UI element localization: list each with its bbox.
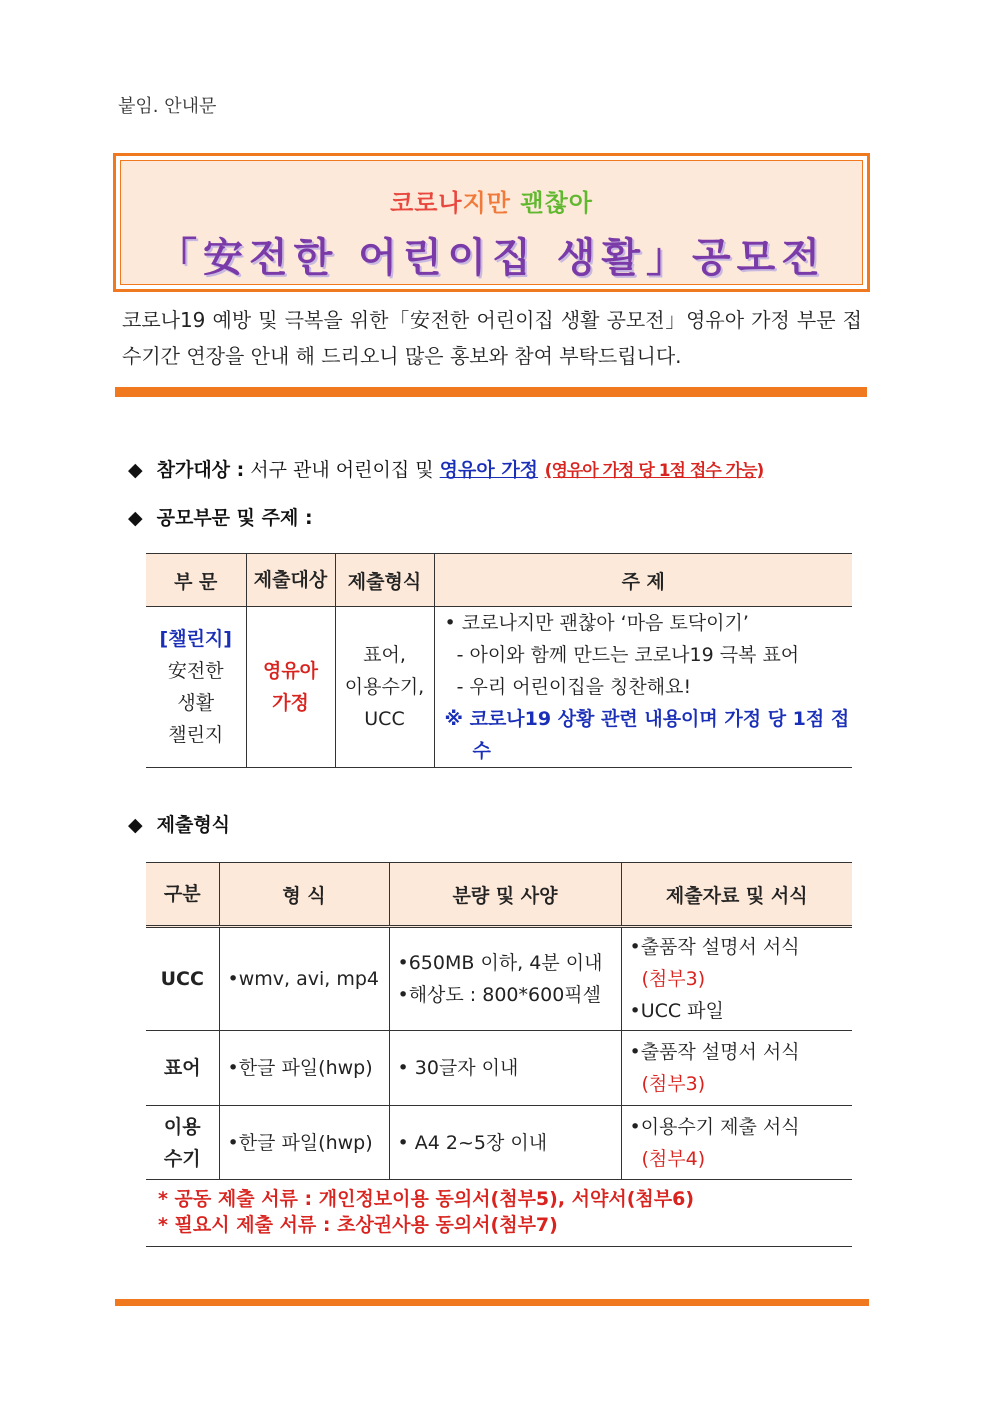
topics-heading-text: 공모부문 및 주제 : bbox=[156, 507, 313, 529]
row-spec bbox=[389, 927, 621, 1031]
format-table-header bbox=[146, 863, 852, 927]
topic-line: - 아이와 함께 만드는 코로나19 극복 표어 bbox=[444, 644, 800, 666]
row-category: 이용수기 bbox=[146, 1106, 219, 1180]
format-line: 표어, bbox=[363, 644, 406, 666]
docs-line: •출품작 설명서 서식 bbox=[629, 1041, 800, 1063]
divider-bar-bottom bbox=[115, 1299, 869, 1306]
spec-line: •해상도 : 800*600픽셀 bbox=[397, 984, 601, 1006]
format-heading bbox=[128, 810, 230, 837]
row-format: •한글 파일(hwp) bbox=[219, 1031, 389, 1106]
footnote-line: * 필요시 제출 서류 : 초상권사용 동의서(첨부7) bbox=[158, 1214, 558, 1236]
header-docs: 제출자료 및 서식 bbox=[621, 863, 852, 927]
row-format: •한글 파일(hwp) bbox=[219, 1106, 389, 1180]
participants-label: 참가대상 : bbox=[156, 459, 245, 481]
topic-table bbox=[146, 553, 852, 768]
table-row bbox=[146, 1106, 852, 1180]
header-format: 제출형식 bbox=[335, 554, 434, 607]
topic-cell bbox=[434, 607, 852, 768]
divider-bar-top bbox=[115, 387, 867, 397]
target-cell bbox=[246, 607, 335, 768]
subtitle-part-c: 괜찮아 bbox=[520, 189, 593, 217]
banner-title: 「安전한 어린이집 생활」공모전 bbox=[157, 235, 826, 281]
footnote-line: * 공동 제출 서류 : 개인정보이용 동의서(첨부5), 서약서(첨부6) bbox=[158, 1188, 695, 1210]
header-topic: 주 제 bbox=[434, 554, 852, 607]
participants-text: 서구 관내 어린이집 및 bbox=[244, 459, 440, 481]
row-format: •wmv, avi, mp4 bbox=[219, 927, 389, 1031]
header-division: 구분 bbox=[146, 863, 219, 927]
footnote-row bbox=[146, 1180, 852, 1247]
table-row bbox=[146, 1031, 852, 1106]
format-line: UCC bbox=[364, 708, 405, 730]
category-line: 생활 bbox=[177, 692, 215, 714]
category-line: 챌린지 bbox=[168, 724, 224, 746]
header-target: 제출대상 bbox=[246, 554, 335, 607]
diamond-bullet-icon: ◆ bbox=[128, 814, 143, 836]
topics-heading bbox=[128, 503, 313, 530]
attachment-label: 붙임. 안내문 bbox=[118, 96, 217, 117]
participants-highlight: 영유아 가정 bbox=[439, 459, 539, 481]
subtitle-part-b: 지만 bbox=[462, 189, 521, 217]
spec-line: •650MB 이하, 4분 이내 bbox=[397, 952, 603, 974]
category-cell bbox=[146, 607, 246, 768]
docs-attachment: (첨부4) bbox=[641, 1147, 706, 1170]
topic-line: • 코로나지만 괜찮아 ‘마음 토닥이기’ bbox=[444, 612, 749, 634]
diamond-bullet-icon: ◆ bbox=[128, 507, 143, 529]
table-row bbox=[146, 607, 852, 768]
topic-table-header bbox=[146, 554, 852, 607]
title-banner bbox=[113, 153, 870, 292]
format-line: 이용수기, bbox=[344, 676, 425, 698]
docs-line: •이용수기 제출 서식 bbox=[629, 1115, 800, 1138]
format-heading-text: 제출형식 bbox=[156, 814, 231, 836]
target-line: 가정 bbox=[272, 692, 309, 714]
diamond-bullet-icon: ◆ bbox=[128, 459, 143, 481]
row-spec: • A4 2~5장 이내 bbox=[389, 1106, 621, 1180]
header-type: 형 식 bbox=[219, 863, 389, 927]
row-category: 표어 bbox=[146, 1031, 219, 1106]
docs-line: •출품작 설명서 서식 bbox=[629, 936, 800, 958]
target-line: 영유아 bbox=[262, 660, 319, 682]
docs-attachment: (첨부3) bbox=[641, 968, 706, 990]
docs-line: •UCC 파일 bbox=[629, 1000, 724, 1022]
header-spec: 분량 및 사양 bbox=[389, 863, 621, 927]
row-spec: • 30글자 이내 bbox=[389, 1031, 621, 1106]
docs-attachment: (첨부3) bbox=[641, 1073, 706, 1095]
banner-inner bbox=[120, 160, 863, 285]
header-category: 부 문 bbox=[146, 554, 246, 607]
format-table bbox=[146, 862, 852, 1247]
row-docs bbox=[621, 927, 852, 1031]
footnotes bbox=[146, 1180, 852, 1247]
banner-subtitle bbox=[121, 183, 862, 218]
participants-note: (영유아 가정 당 1점 접수 가능) bbox=[544, 461, 764, 481]
topic-line: - 우리 어린이집을 칭찬해요! bbox=[444, 676, 692, 698]
row-docs bbox=[621, 1031, 852, 1106]
category-tag: [챌린지] bbox=[159, 628, 232, 650]
topic-note: ※ 코로나19 상황 관련 내용이며 가정 당 1점 접수 bbox=[444, 708, 850, 762]
subtitle-part-a: 코로나 bbox=[390, 189, 463, 217]
intro-paragraph: 코로나19 예방 및 극복을 위한「安전한 어린이집 생활 공모전」영유아 가정 부문 접수기간 연장을 안내 해 드리오니 많은 홍보와 참여 부탁드립니다. bbox=[122, 308, 862, 368]
row-category: UCC bbox=[146, 927, 219, 1031]
participants-line bbox=[128, 455, 763, 482]
table-row bbox=[146, 927, 852, 1031]
row-docs bbox=[621, 1106, 852, 1180]
format-cell bbox=[335, 607, 434, 768]
category-line: 安전한 bbox=[167, 660, 224, 682]
